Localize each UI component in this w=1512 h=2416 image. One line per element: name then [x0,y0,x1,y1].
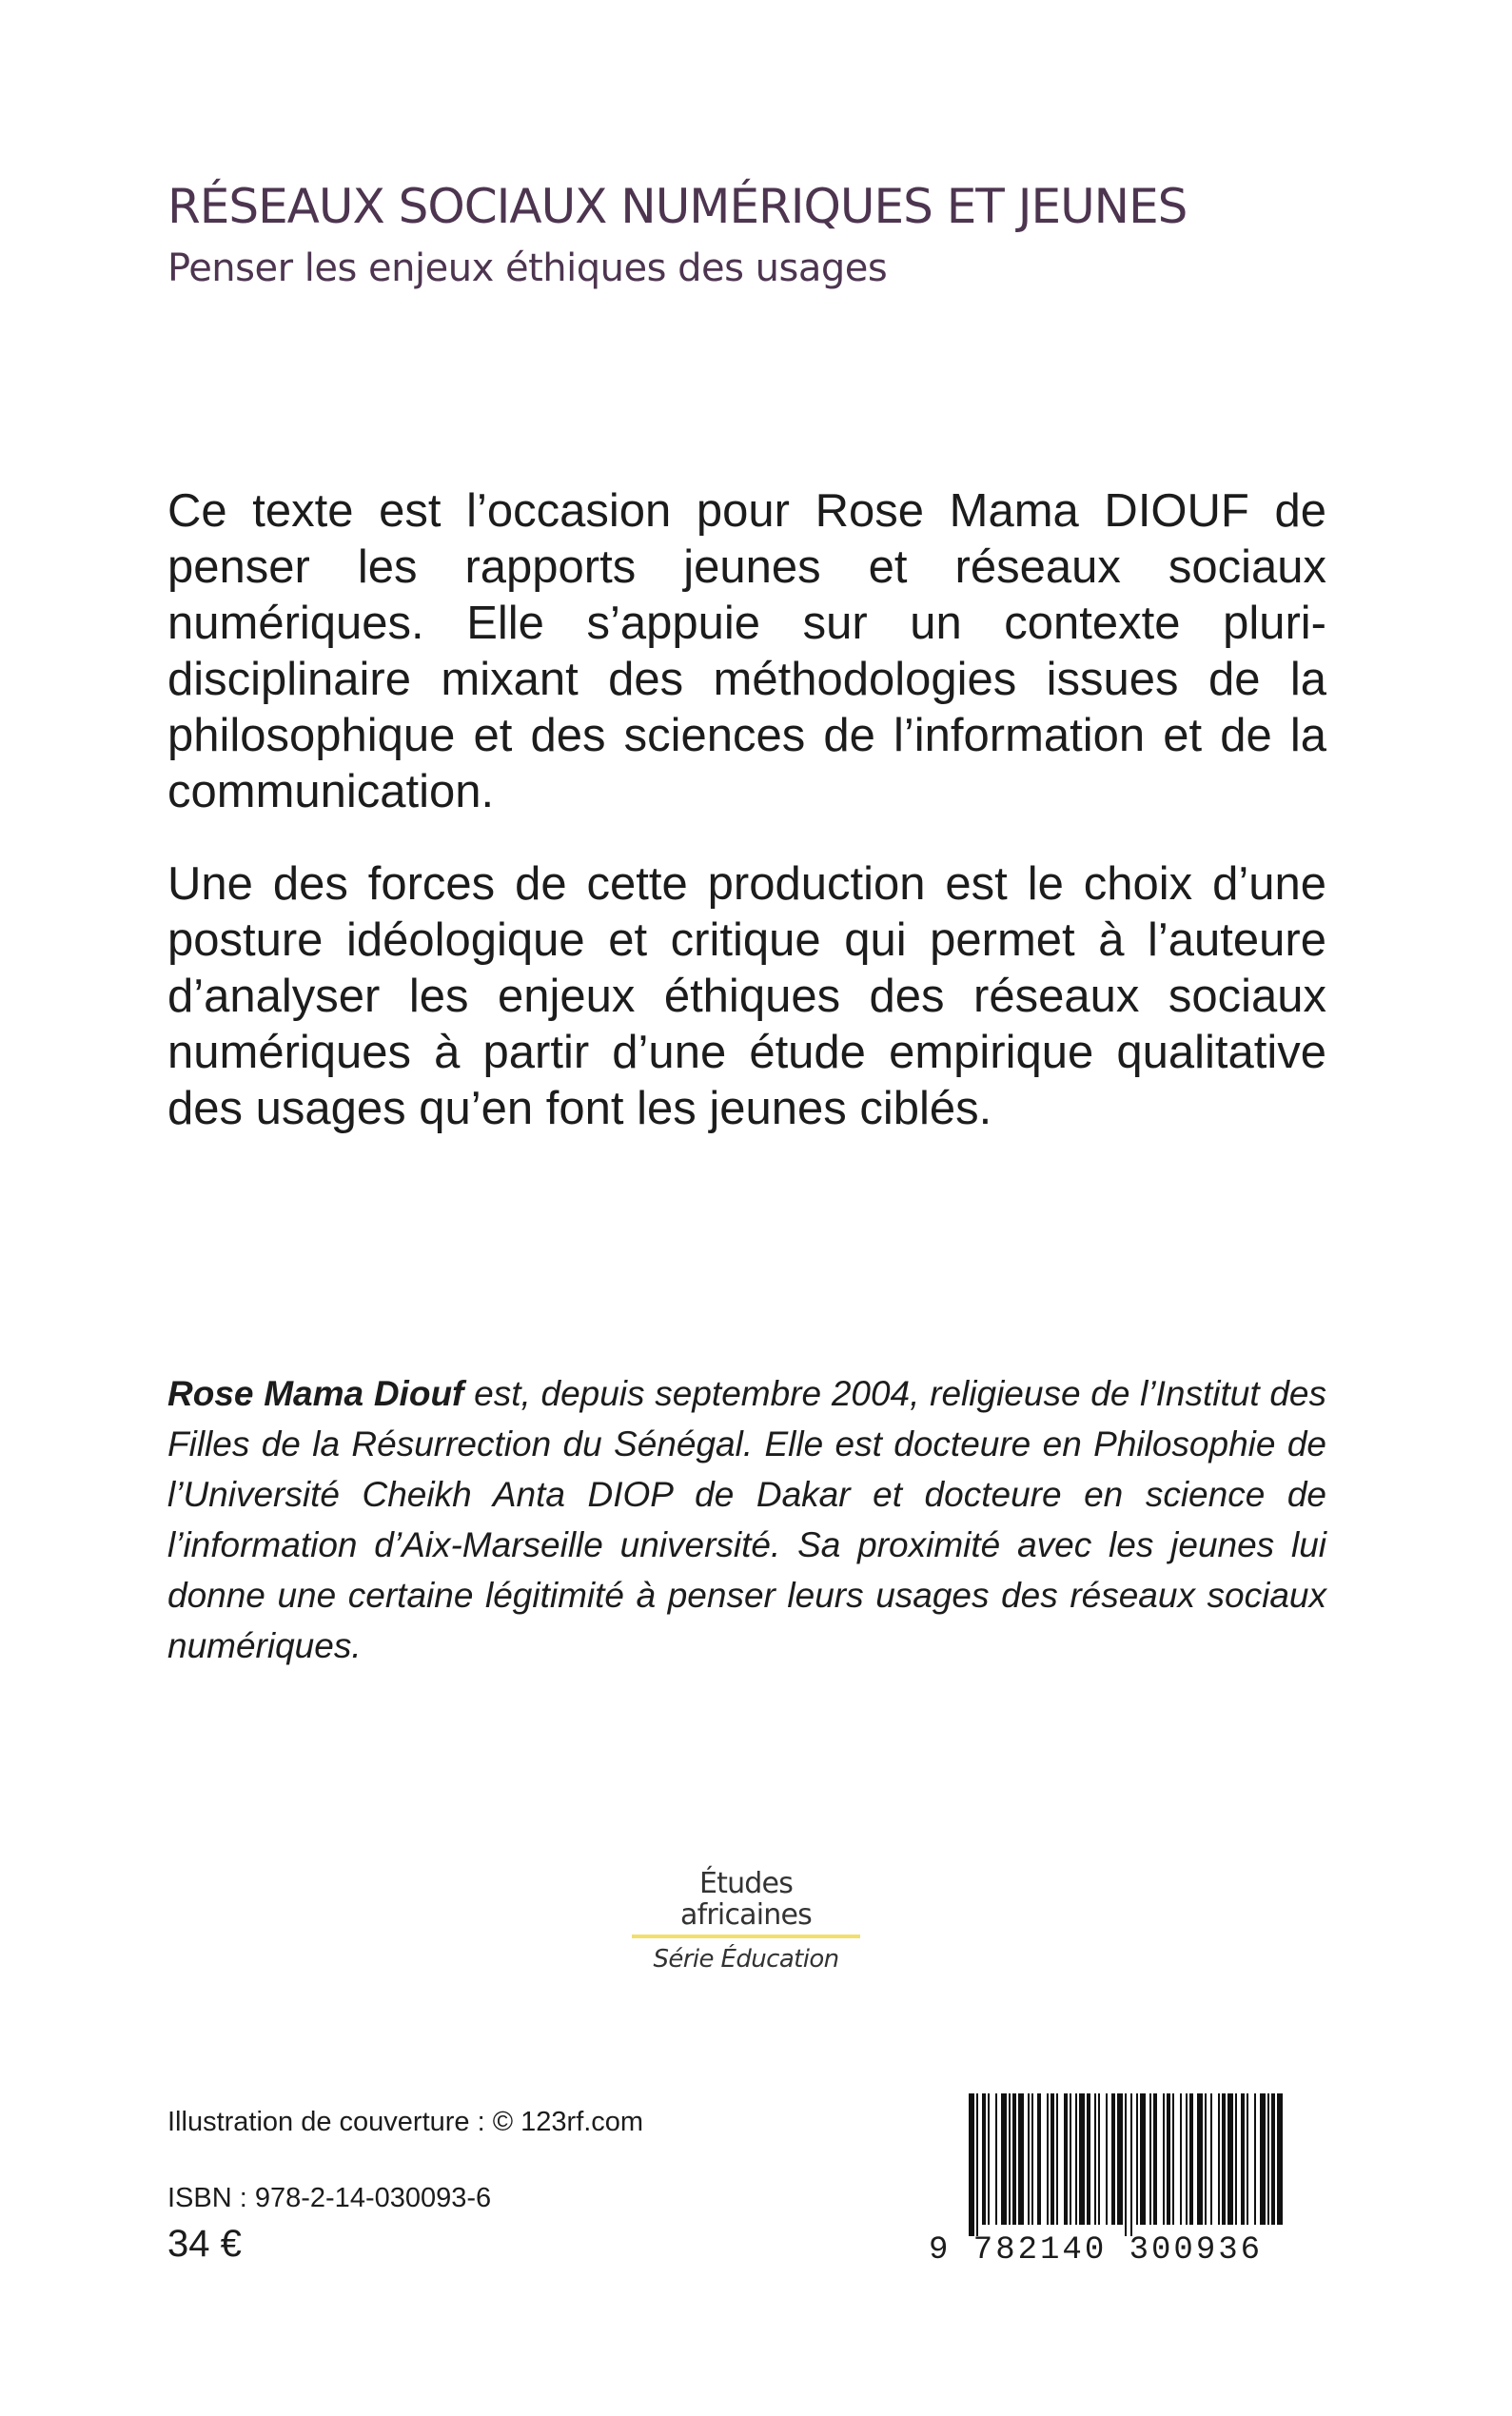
barcode-bar [1140,2093,1146,2225]
barcode-bar [1075,2093,1077,2225]
barcode-bar [1047,2093,1049,2225]
barcode-bar [1153,2093,1157,2225]
barcode-bar [1111,2093,1115,2225]
barcode-bar [1037,2093,1041,2225]
barcode-bar [1167,2093,1170,2225]
summary-paragraph-1: Ce texte est l’occasion pour Rose Mama DIOUF de penser les rapports jeunes et réseaux sociaux numériques. Elle s’appuie sur un contexte pluri-disciplinaire mixant des méthodologies issues de la philosophique et des sciences de l’information et de la communication. [167,485,1326,817]
barcode-bar [1241,2093,1245,2225]
barcode [929,2093,1309,2269]
barcode-bar [1012,2093,1016,2225]
barcode-bar [1254,2093,1256,2225]
summary-text [167,483,1326,1173]
barcode-bar [1070,2093,1071,2225]
book-subtitle: Penser les enjeux éthiques des usages [167,246,888,290]
barcode-bar [1117,2093,1123,2225]
barcode-bar [1028,2093,1030,2225]
barcode-bar [1064,2093,1068,2225]
author-bio [167,1368,1326,1671]
barcode-bar [1079,2093,1085,2225]
barcode-bar [1205,2093,1207,2225]
barcode-bar [976,2093,978,2236]
barcode-bar [982,2093,986,2225]
barcode-bar [1218,2093,1220,2225]
barcode-bar [1277,2093,1283,2225]
barcode-bar [1149,2093,1151,2225]
barcode-bar [1222,2093,1226,2225]
barcode-bar [1163,2093,1165,2225]
author-name: Rose Mama Diouf [167,1374,464,1413]
barcode-bar [1247,2093,1248,2225]
barcode-bar [995,2093,997,2225]
series-name: Études africaines [680,1867,812,1932]
book-title: RÉSEAUX SOCIAUX NUMÉRIQUES ET JEUNES [167,179,1188,234]
cover-illustration-credit: Illustration de couverture : © 123rf.com [167,2107,644,2137]
series-logo [632,1868,860,1974]
barcode-bar [1106,2093,1108,2225]
barcode-bar [1197,2093,1203,2225]
barcode-bar [1180,2093,1182,2225]
barcode-bar [1136,2093,1138,2225]
isbn: ISBN : 978-2-14-030093-6 [167,2183,492,2213]
barcode-bar [1001,2093,1007,2225]
barcode-bar [1056,2093,1058,2225]
barcode-bar [1031,2093,1033,2225]
author-bio-text: est, depuis septembre 2004, religieuse de l’Institut des Filles de la Résurrection du Sénégal. Elle est docteure en Philosophie de l’Université Cheikh Anta DIOP de Dakar et docteure en science de l’information d’Aix-Marseille université. Sa proximité avec les jeunes lui donne une certaine légitimité à penser leurs usages des réseaux sociaux numériques. [167,1374,1326,1665]
barcode-bar [1260,2093,1266,2225]
barcode-bar [1094,2093,1096,2225]
barcode-bar [1210,2093,1212,2225]
barcode-bar [1018,2093,1024,2225]
barcode-bar [969,2093,974,2236]
barcode-bar [1189,2093,1193,2225]
barcode-bar [1009,2093,1011,2225]
barcode-bar [1087,2093,1090,2225]
barcode-bar [1051,2093,1054,2225]
barcode-bars [969,2093,1285,2236]
barcode-bar [1227,2093,1233,2225]
barcode-bar [1186,2093,1188,2225]
series-subseries: Série Éducation [653,1945,839,1974]
summary-paragraph-2: Une des forces de cette production est le choix d’une posture idéologique et critique qui permet à l’auteure d’analyser les enjeux éthiques des réseaux sociaux numériques à partir d’une étude empirique qualitative des usages qu’en font les jeunes ciblés. [167,858,1326,1134]
barcode-bar [1098,2093,1100,2225]
barcode-digits: 9 782140 300936 [929,2232,1264,2269]
barcode-bar [1267,2093,1269,2225]
barcode-bar [1271,2093,1275,2225]
barcode-bar [988,2093,990,2225]
barcode-bar [1235,2093,1237,2225]
barcode-bar [1172,2093,1174,2225]
barcode-bar [1125,2093,1127,2236]
price: 34 € [167,2223,242,2265]
series-rule [632,1935,860,1938]
barcode-bar [1130,2093,1132,2236]
